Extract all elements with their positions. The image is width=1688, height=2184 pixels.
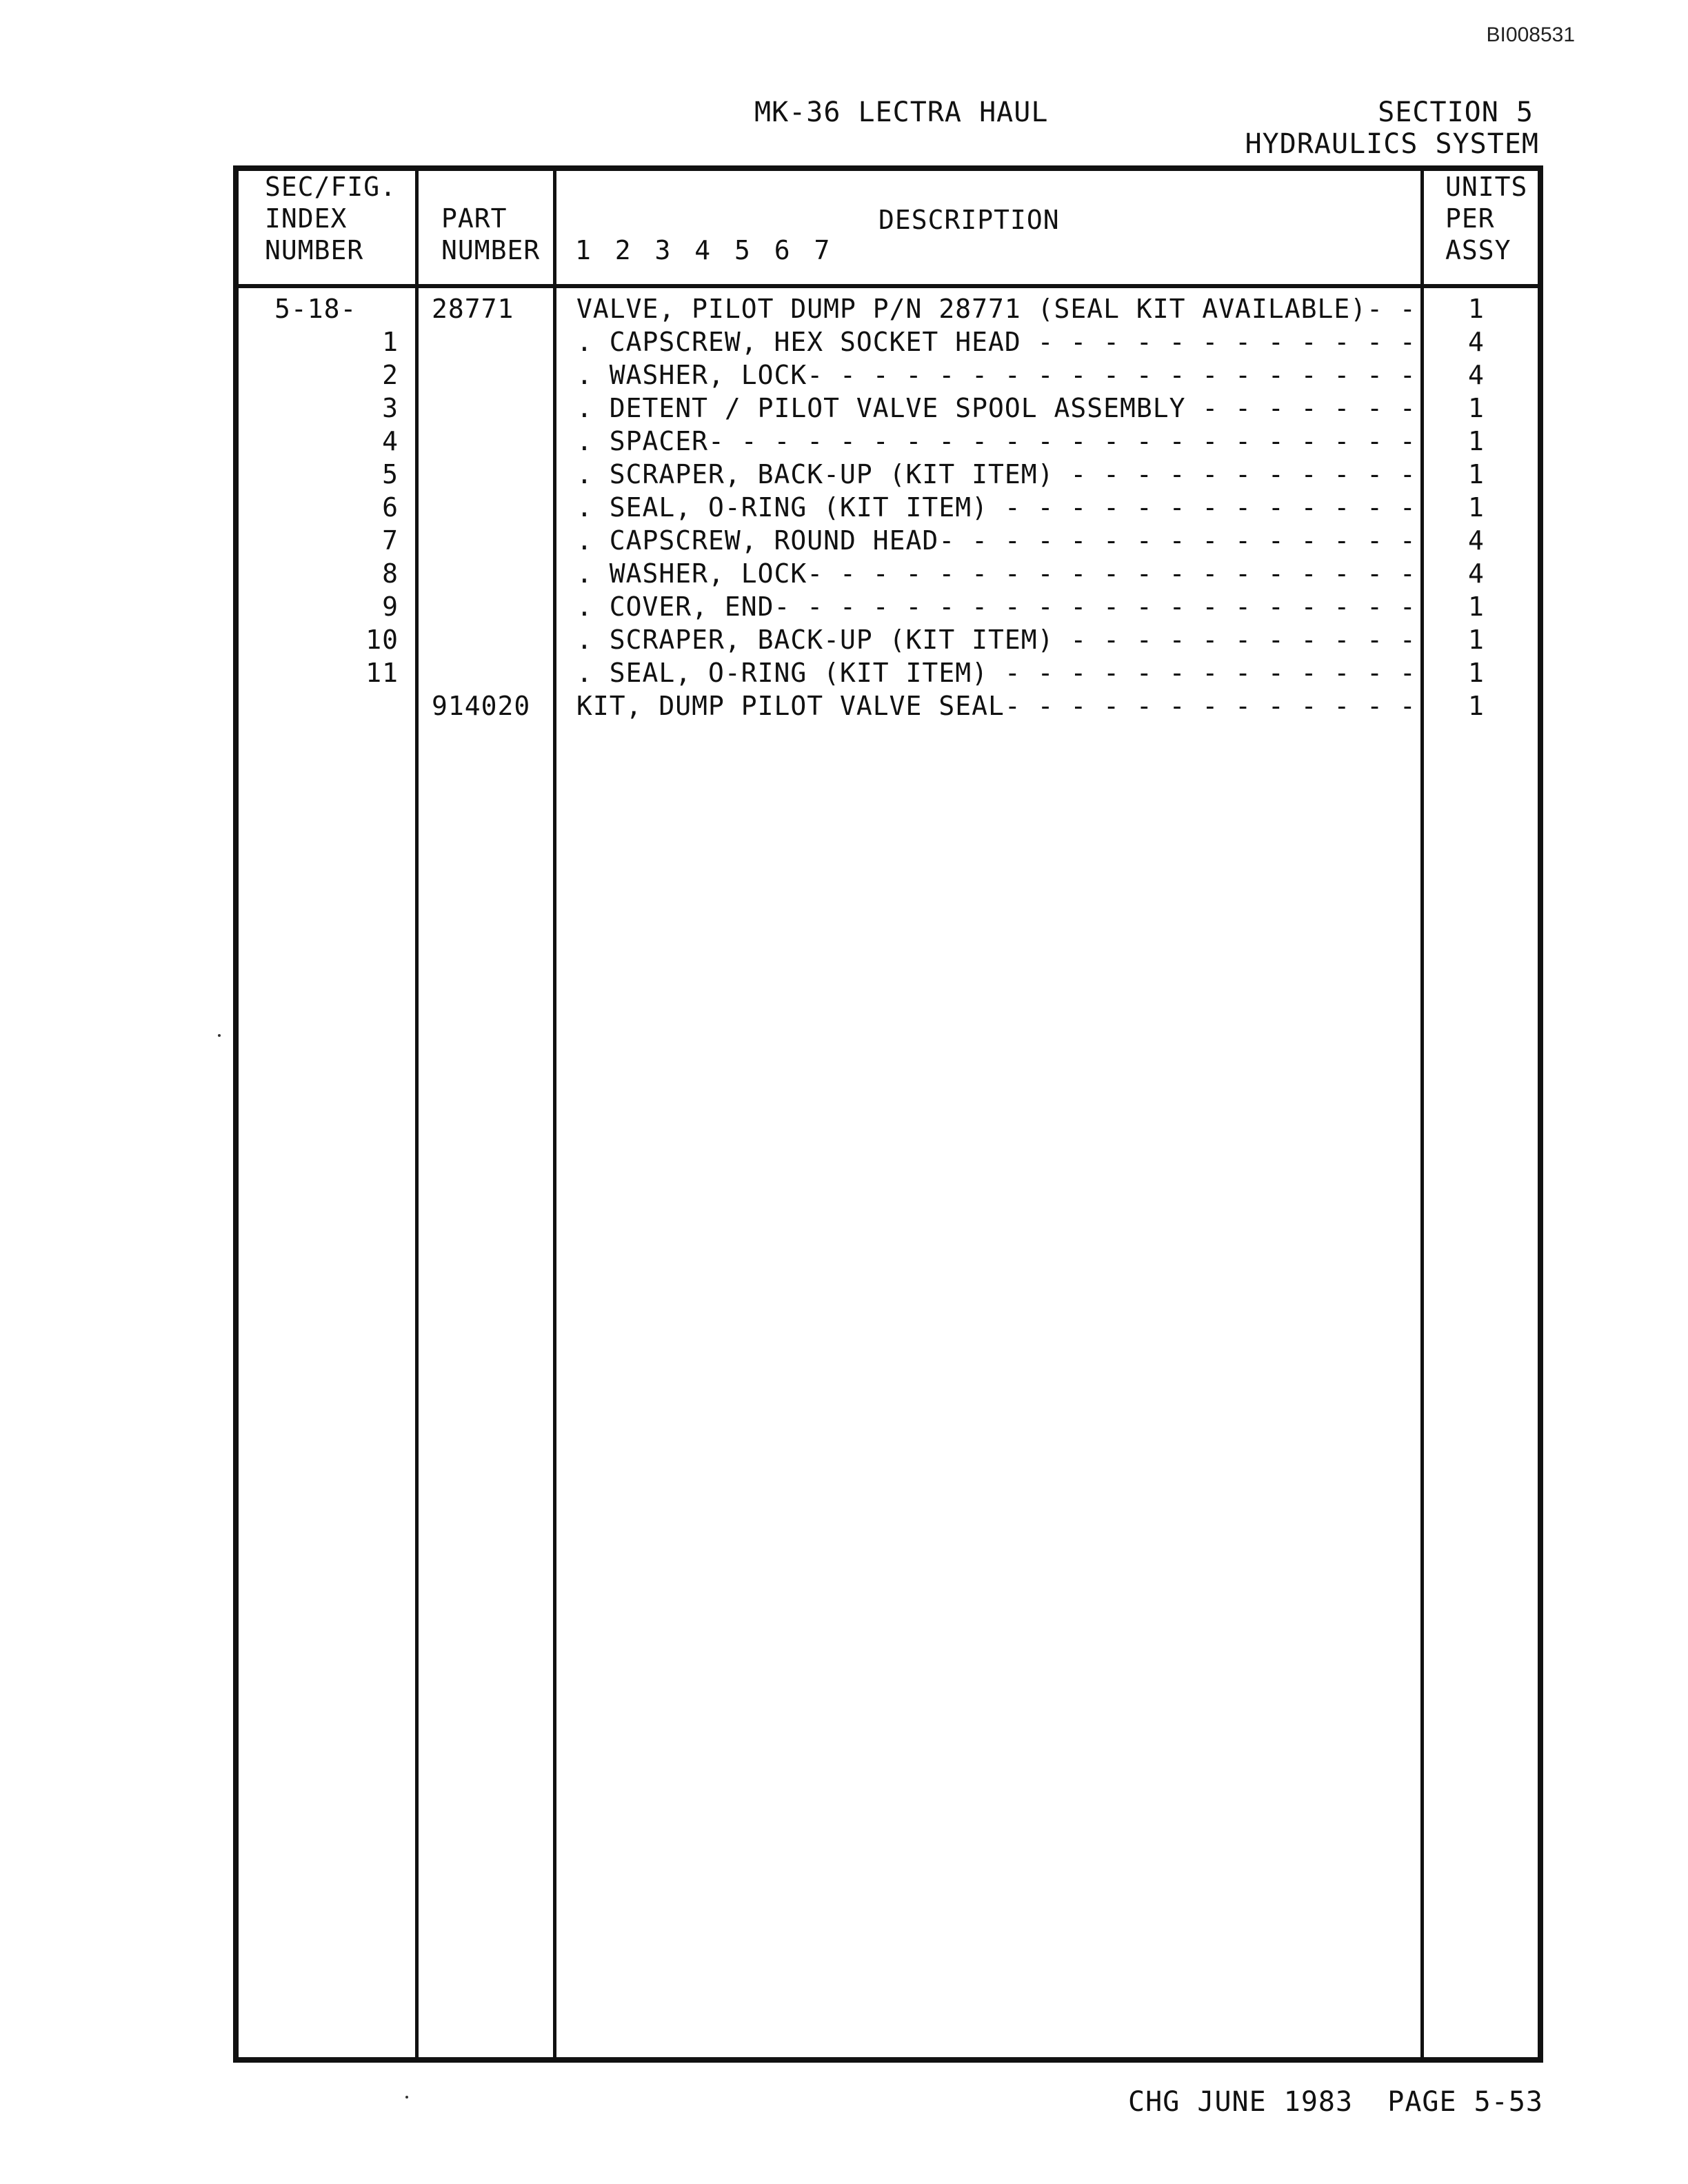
row-index-number: 7 bbox=[382, 525, 399, 556]
header-rule bbox=[233, 284, 1543, 288]
table-row bbox=[0, 524, 1688, 557]
table-row bbox=[0, 590, 1688, 623]
row-description: . SPACER- - - - - - - - - - - - - - - - - - - - - - bbox=[576, 426, 1416, 456]
document-id: BI008531 bbox=[1486, 23, 1575, 46]
row-description: VALVE, PILOT DUMP P/N 28771 (SEAL KIT AVAILABLE)- - bbox=[576, 294, 1416, 324]
row-index-number: 2 bbox=[382, 360, 399, 390]
table-row bbox=[0, 425, 1688, 458]
row-description: KIT, DUMP PILOT VALVE SEAL- - - - - - - - - - - - - bbox=[576, 691, 1416, 721]
column-header-index: SEC/FIG. INDEX NUMBER bbox=[265, 172, 397, 265]
row-index-number: 5 bbox=[382, 459, 399, 489]
row-index-number: 1 bbox=[382, 327, 399, 357]
row-units-per-assy: 4 bbox=[1468, 360, 1485, 390]
row-description: . CAPSCREW, HEX SOCKET HEAD - - - - - - - - - - - - bbox=[576, 327, 1416, 357]
row-description: . COVER, END- - - - - - - - - - - - - - - - - - - - bbox=[576, 592, 1416, 622]
table-row bbox=[0, 623, 1688, 656]
table-row bbox=[0, 392, 1688, 425]
row-index-number: 8 bbox=[382, 558, 399, 589]
row-index-number: 6 bbox=[382, 492, 399, 523]
page-title: MK-36 LECTRA HAUL bbox=[754, 97, 1049, 128]
column-header-units: UNITS PER ASSY bbox=[1445, 172, 1528, 265]
column-header-description: DESCRIPTION bbox=[878, 205, 1060, 235]
table-row bbox=[0, 325, 1688, 358]
section-label: SECTION 5 bbox=[1378, 97, 1534, 128]
row-units-per-assy: 1 bbox=[1468, 459, 1485, 489]
page-footer: CHG JUNE 1983 PAGE 5-53 bbox=[1128, 2086, 1543, 2118]
row-part-number: 28771 bbox=[432, 294, 514, 324]
scan-speck bbox=[405, 2096, 408, 2099]
row-description: . SCRAPER, BACK-UP (KIT ITEM) - - - - - - - - - - - bbox=[576, 625, 1416, 655]
row-units-per-assy: 1 bbox=[1468, 625, 1485, 655]
row-units-per-assy: 1 bbox=[1468, 426, 1485, 456]
row-index-number: 4 bbox=[382, 426, 399, 456]
table-row bbox=[0, 689, 1688, 722]
row-description: . DETENT / PILOT VALVE SPOOL ASSEMBLY - - - - - - - bbox=[576, 393, 1416, 423]
row-description: . SEAL, O-RING (KIT ITEM) - - - - - - - - - - - - - bbox=[576, 492, 1416, 523]
scan-speck bbox=[218, 1034, 221, 1037]
row-description: . CAPSCREW, ROUND HEAD- - - - - - - - - - - - - - - bbox=[576, 525, 1416, 556]
row-index-number: 9 bbox=[382, 592, 399, 622]
row-part-number: 914020 bbox=[432, 691, 531, 721]
row-units-per-assy: 1 bbox=[1468, 294, 1485, 324]
table-row bbox=[0, 491, 1688, 524]
row-description: . SEAL, O-RING (KIT ITEM) - - - - - - - - - - - - - bbox=[576, 658, 1416, 688]
row-units-per-assy: 1 bbox=[1468, 658, 1485, 688]
row-units-per-assy: 4 bbox=[1468, 558, 1485, 589]
table-row bbox=[0, 557, 1688, 590]
row-description: . WASHER, LOCK- - - - - - - - - - - - - - - - - - - bbox=[576, 360, 1416, 390]
row-index-number: 5-18- bbox=[274, 294, 357, 324]
row-units-per-assy: 1 bbox=[1468, 393, 1485, 423]
row-units-per-assy: 1 bbox=[1468, 592, 1485, 622]
table-row bbox=[0, 458, 1688, 491]
row-units-per-assy: 4 bbox=[1468, 525, 1485, 556]
system-label: HYDRAULICS SYSTEM bbox=[1245, 128, 1539, 160]
row-units-per-assy: 1 bbox=[1468, 691, 1485, 721]
row-description: . WASHER, LOCK- - - - - - - - - - - - - - - - - - - bbox=[576, 558, 1416, 589]
row-index-number: 10 bbox=[365, 625, 399, 655]
row-index-number: 3 bbox=[382, 393, 399, 423]
table-row bbox=[0, 292, 1688, 325]
table-row bbox=[0, 656, 1688, 689]
column-header-indent-levels: 1 2 3 4 5 6 7 bbox=[575, 235, 834, 265]
column-header-part: PART NUMBER bbox=[441, 203, 541, 265]
row-units-per-assy: 1 bbox=[1468, 492, 1485, 523]
table-row bbox=[0, 358, 1688, 392]
row-units-per-assy: 4 bbox=[1468, 327, 1485, 357]
row-index-number: 11 bbox=[365, 658, 399, 688]
row-description: . SCRAPER, BACK-UP (KIT ITEM) - - - - - - - - - - - bbox=[576, 459, 1416, 489]
